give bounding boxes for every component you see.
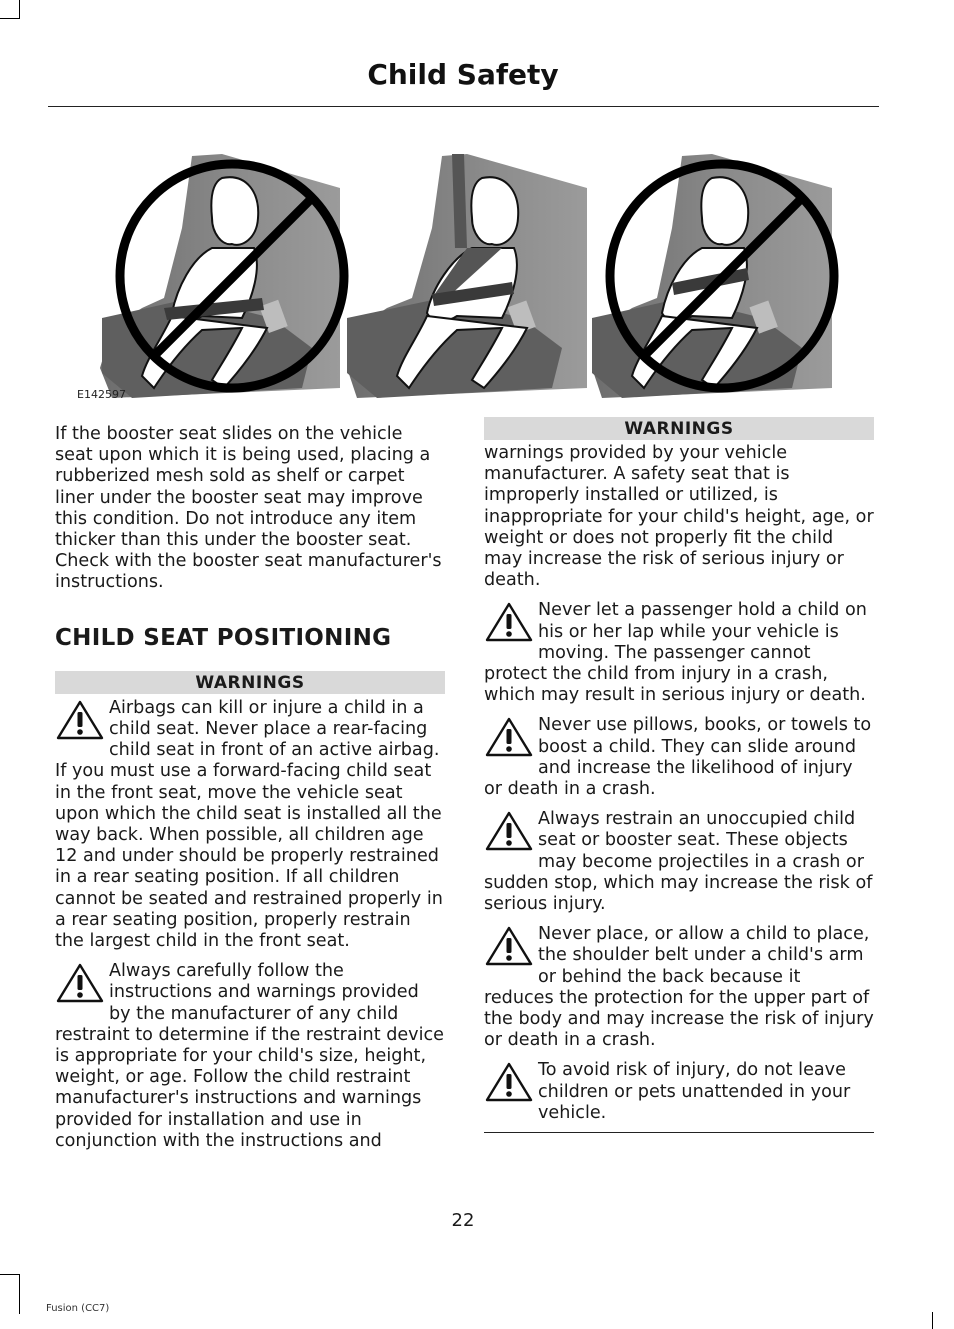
warning-triangle-icon: [484, 600, 534, 644]
page-title: Child Safety: [367, 58, 559, 91]
crop-mark: [932, 1312, 933, 1329]
warnings-bar: WARNINGS: [484, 417, 874, 440]
warning-triangle-icon: [484, 924, 534, 968]
warning-item: [484, 715, 874, 800]
continued-paragraph: warnings provided by your vehicle manufacturer. A safety seat that is improperly installed or utilized, is inappropriate for your child's height, age, or weight or does not properly fit the child may increase the risk of serious injury or death.: [484, 443, 874, 591]
section-heading: CHILD SEAT POSITIONING: [55, 624, 392, 651]
warning-triangle-icon: [55, 961, 105, 1005]
figure-id: E142597: [77, 388, 126, 401]
warning-text: Always carefully follow the instructions and warnings provided by the manufacturer of any child restraint to determine if the restraint device is appropriate for your child's size, height, weight, or age. Follow the child restraint manufacturer's instructions and warnings provided for installation and use in conjunction with the instructions and: [55, 961, 444, 1151]
seat-panel-incorrect-2: [592, 154, 834, 398]
crop-mark: [19, 1274, 20, 1314]
warning-item: [484, 600, 874, 706]
page-number: 22: [451, 1210, 475, 1231]
section-end-divider: [484, 1132, 874, 1133]
warning-text: Airbags can kill or injure a child in a child seat. Never place a rear-facing child seat in front of an active airbag. If you must use a forward-facing child seat in the front seat, move the vehicle seat upon which the child seat is installed all the way back. When possible, all children age 12 and under should be properly restrained in a rear seating position. If all children cannot be seated and restrained properly in a rear seating position, properly restrain the largest child in the front seat.: [55, 697, 443, 952]
warnings-bar: WARNINGS: [55, 671, 445, 694]
warning-item: [55, 698, 445, 952]
warning-item: [484, 809, 874, 915]
warning-triangle-icon: [484, 809, 534, 853]
right-column: [484, 417, 874, 1133]
booster-seat-illustration: [72, 148, 842, 403]
footer-model: Fusion (CC7): [46, 1303, 110, 1314]
warning-text: Always restrain an unoccupied child seat or booster seat. These objects may become projectiles in a crash or sudden stop, which may increase the risk of serious injury.: [484, 809, 873, 915]
warning-text: Never place, or allow a child to place, the shoulder belt under a child's arm or behind the back because it reduces the protection for the upper part of the body and may increase the risk of injury or death in a crash.: [484, 924, 874, 1051]
intro-paragraph: If the booster seat slides on the vehicle seat upon which it is being used, placing a rubberized mesh sold as shelf or carpet liner under the booster seat may improve this condition. Do not introduce any item thicker than this under the booster seat. Check with the booster seat manufacturer's instructions.: [55, 424, 442, 593]
warning-text: Never let a passenger hold a child on his or her lap while your vehicle is moving. The passenger cannot protect the child from injury in a crash, which may result in serious injury or death.: [484, 600, 867, 706]
warning-triangle-icon: [484, 715, 534, 759]
crop-mark: [19, 0, 20, 18]
seat-panel-incorrect-1: [100, 154, 344, 398]
warning-triangle-icon: [55, 698, 105, 742]
warning-triangle-icon: [484, 1060, 534, 1104]
crop-mark: [0, 1274, 20, 1275]
left-column: [55, 424, 445, 1152]
seat-panel-correct: [347, 154, 587, 398]
crop-mark: [0, 18, 20, 19]
header-divider: [48, 106, 879, 107]
warning-item: [484, 1060, 874, 1124]
warning-item: [484, 924, 874, 1051]
warning-text: Never use pillows, books, or towels to boost a child. They can slide around and increase the likelihood of injury or death in a crash.: [484, 715, 872, 800]
warning-text: To avoid risk of injury, do not leave children or pets unattended in your vehicle.: [538, 1060, 851, 1123]
warning-item: [55, 961, 445, 1152]
